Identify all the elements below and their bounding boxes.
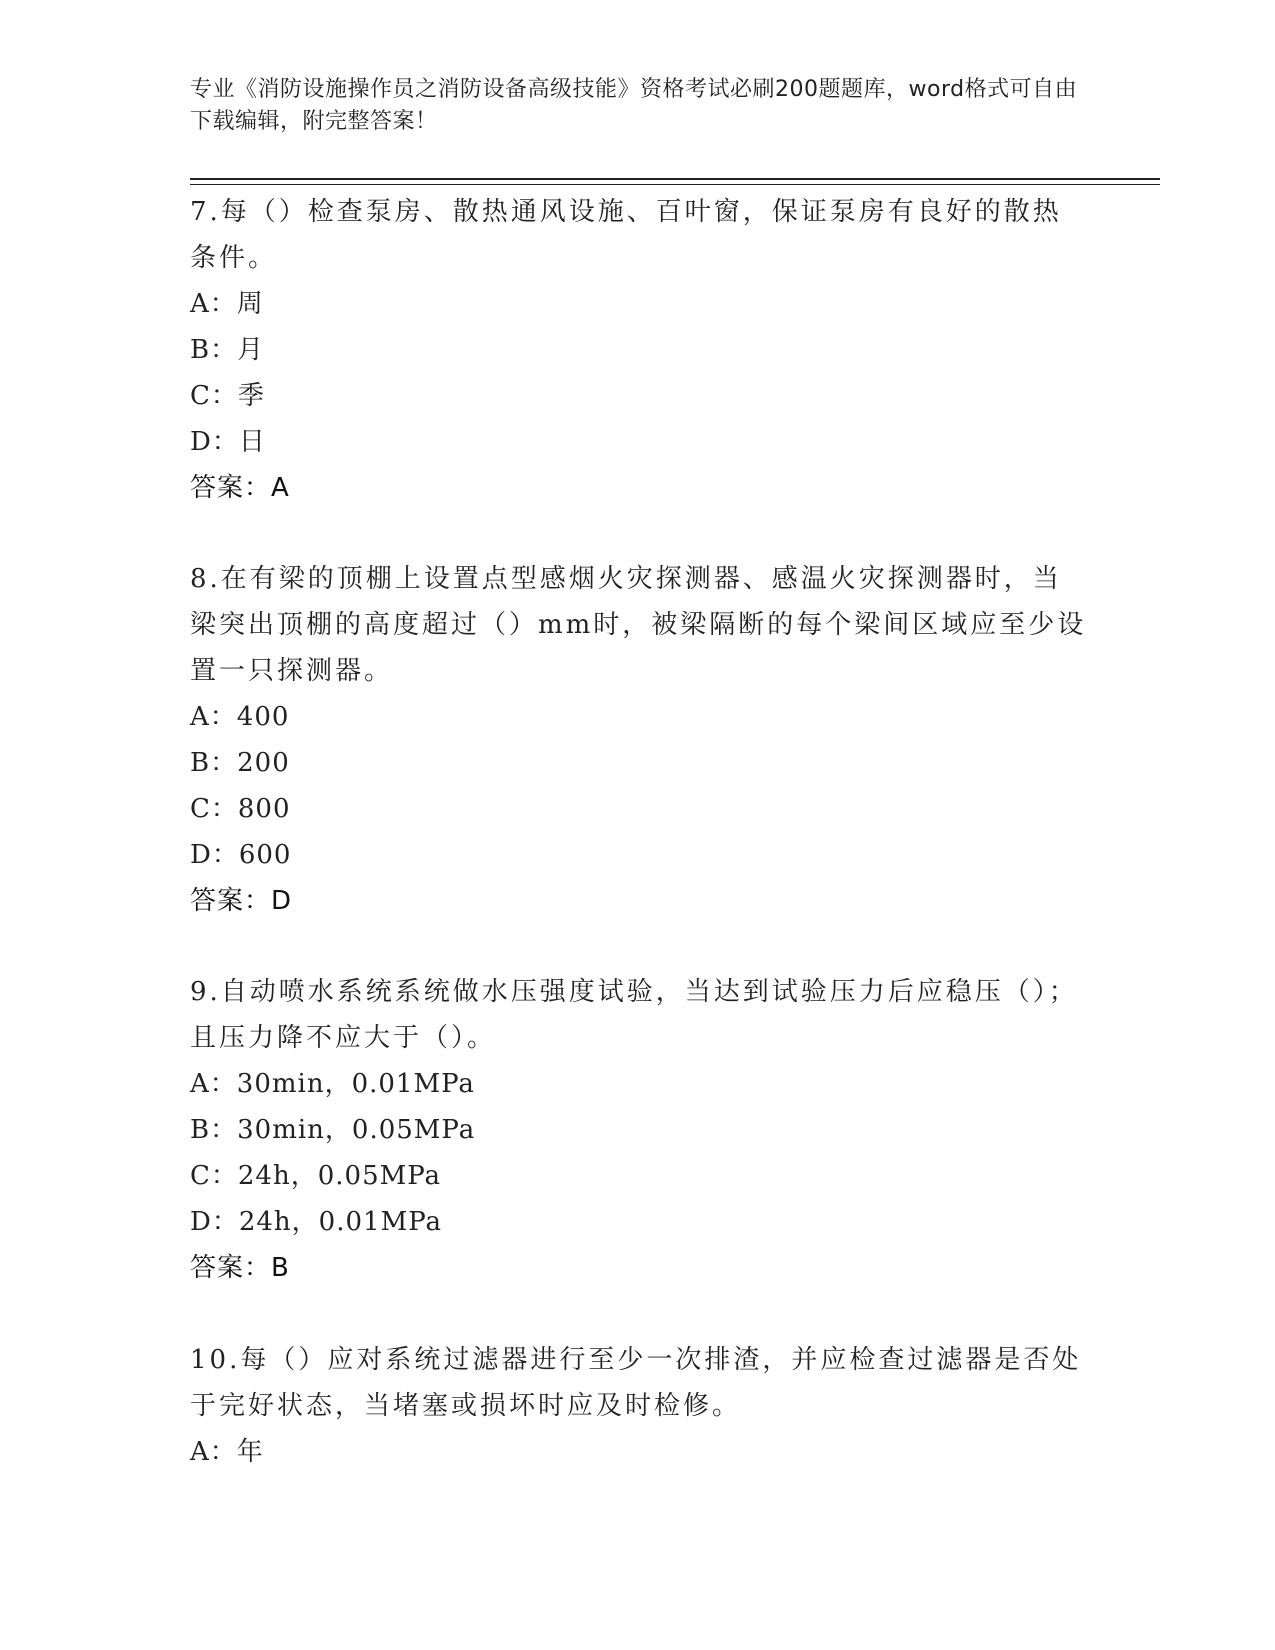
option-d: D：24h，0.01MPa (190, 1207, 443, 1237)
option-a: A：30min，0.01MPa (190, 1069, 475, 1099)
header-divider-bottom (190, 184, 1160, 185)
option-b: B：30min，0.05MPa (190, 1115, 476, 1145)
option-c: C：800 (190, 794, 291, 824)
question-stem: 10.每（）应对系统过滤器进行至少一次排渣，并应检查过滤器是否处于完好状态，当堵塞或损坏时应及时检修。 (190, 1345, 1082, 1421)
header-divider-top (190, 178, 1160, 180)
answer: 答案：A (190, 473, 290, 503)
option-a: A：周 (190, 289, 264, 319)
option-c: C：季 (190, 381, 265, 411)
option-d: D：600 (190, 840, 292, 870)
question-9 (190, 969, 1090, 1291)
question-8 (190, 556, 1090, 924)
answer: 答案：B (190, 1253, 290, 1283)
option-a: A：年 (190, 1437, 264, 1467)
option-c: C：24h，0.05MPa (190, 1161, 442, 1191)
question-7 (190, 189, 1090, 511)
option-b: B：200 (190, 748, 290, 778)
question-stem: 7.每（）检查泵房、散热通风设施、百叶窗，保证泵房有良好的散热条件。 (190, 197, 1062, 273)
question-stem: 8.在有梁的顶棚上设置点型感烟火灾探测器、感温火灾探测器时，当梁突出顶棚的高度超过（）mm时，被梁隔断的每个梁间区域应至少设置一只探测器。 (190, 564, 1087, 686)
option-b: B：月 (190, 335, 265, 365)
question-10 (190, 1337, 1090, 1475)
document-header: 专业《消防设施操作员之消防设备高级技能》资格考试必刷200题题库，word格式可自由下载编辑，附完整答案！ (190, 77, 1078, 134)
answer: 答案：D (190, 886, 293, 916)
option-a: A：400 (190, 702, 290, 732)
option-d: D：日 (190, 427, 266, 457)
question-stem: 9.自动喷水系统系统做水压强度试验，当达到试验压力后应稳压（）；且压力降不应大于（）。 (190, 977, 1078, 1053)
